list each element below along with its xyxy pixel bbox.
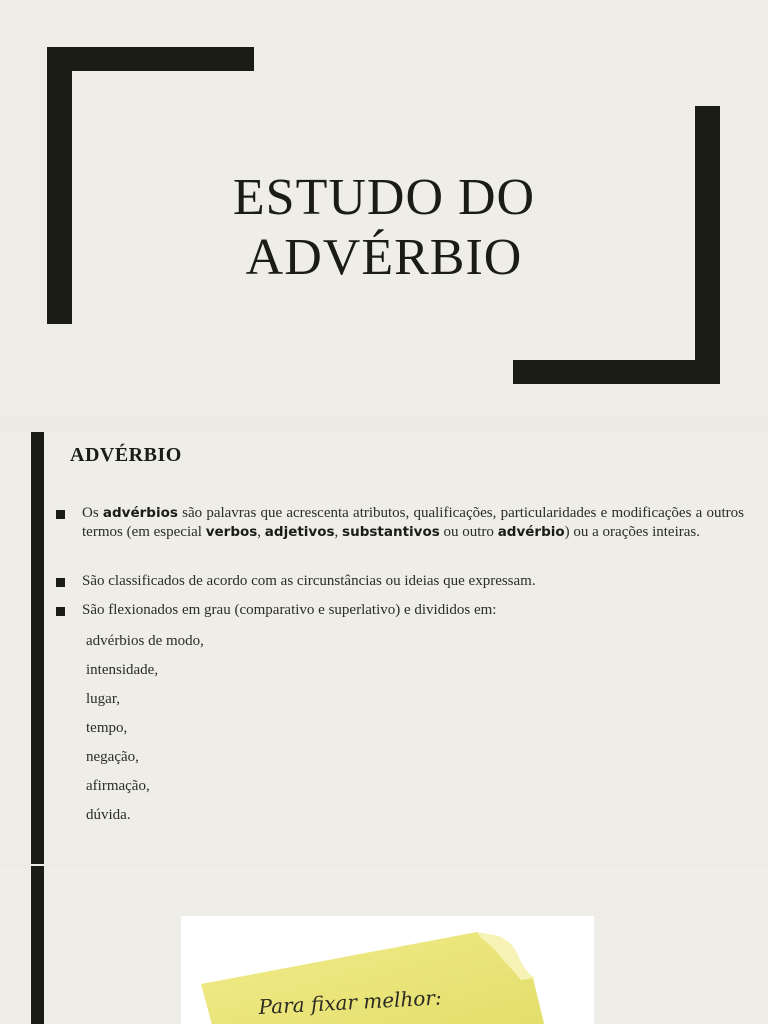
adverb-type-item: afirmação, <box>86 778 150 794</box>
title-slide <box>0 0 768 416</box>
corner-bar-top-left-vertical <box>47 47 72 324</box>
accent-bar <box>31 432 44 864</box>
adverb-type-item: negação, <box>86 749 139 765</box>
corner-bar-bottom-right-vertical <box>695 106 720 384</box>
corner-bar-bottom-right-horizontal <box>513 360 720 384</box>
slide-title-line-2: ADVÉRBIO <box>245 229 523 286</box>
accent-bar <box>31 866 44 1024</box>
slide-title-line-1: ESTUDO DO <box>232 169 536 226</box>
sticky-note-image <box>181 916 594 1024</box>
slide-heading: ADVÉRBIO <box>70 444 182 466</box>
bullet-text-definition: Os advérbios são palavras que acrescenta atributos, qualificações, particularidades e modificações a outros termos (em especial verbos, adjetivos, substantivos ou outro advérbio) ou a orações inteiras. <box>82 505 744 540</box>
sticky-note-text: Para fixar melhor: <box>258 985 443 1019</box>
adverb-type-item: intensidade, <box>86 662 159 678</box>
slide-title <box>120 168 648 288</box>
adverb-type-item: dúvida. <box>86 807 131 823</box>
bullet-icon <box>56 510 65 519</box>
sticky-note-graphic <box>181 916 594 1024</box>
content-slide <box>0 432 768 864</box>
bullet-text-classification: São classificados de acordo com as circunstâncias ou ideias que expressam. <box>82 573 536 589</box>
corner-bar-top-left-horizontal <box>47 47 254 71</box>
bullet-icon <box>56 578 65 587</box>
image-slide <box>0 866 768 1024</box>
bullet-icon <box>56 607 65 616</box>
adverb-type-item: tempo, <box>86 720 128 736</box>
bullet-text-inflection: São flexionados em grau (comparativo e superlativo) e divididos em: <box>82 602 497 618</box>
adverb-type-item: lugar, <box>86 691 120 707</box>
adverb-type-item: advérbios de modo, <box>86 633 204 649</box>
